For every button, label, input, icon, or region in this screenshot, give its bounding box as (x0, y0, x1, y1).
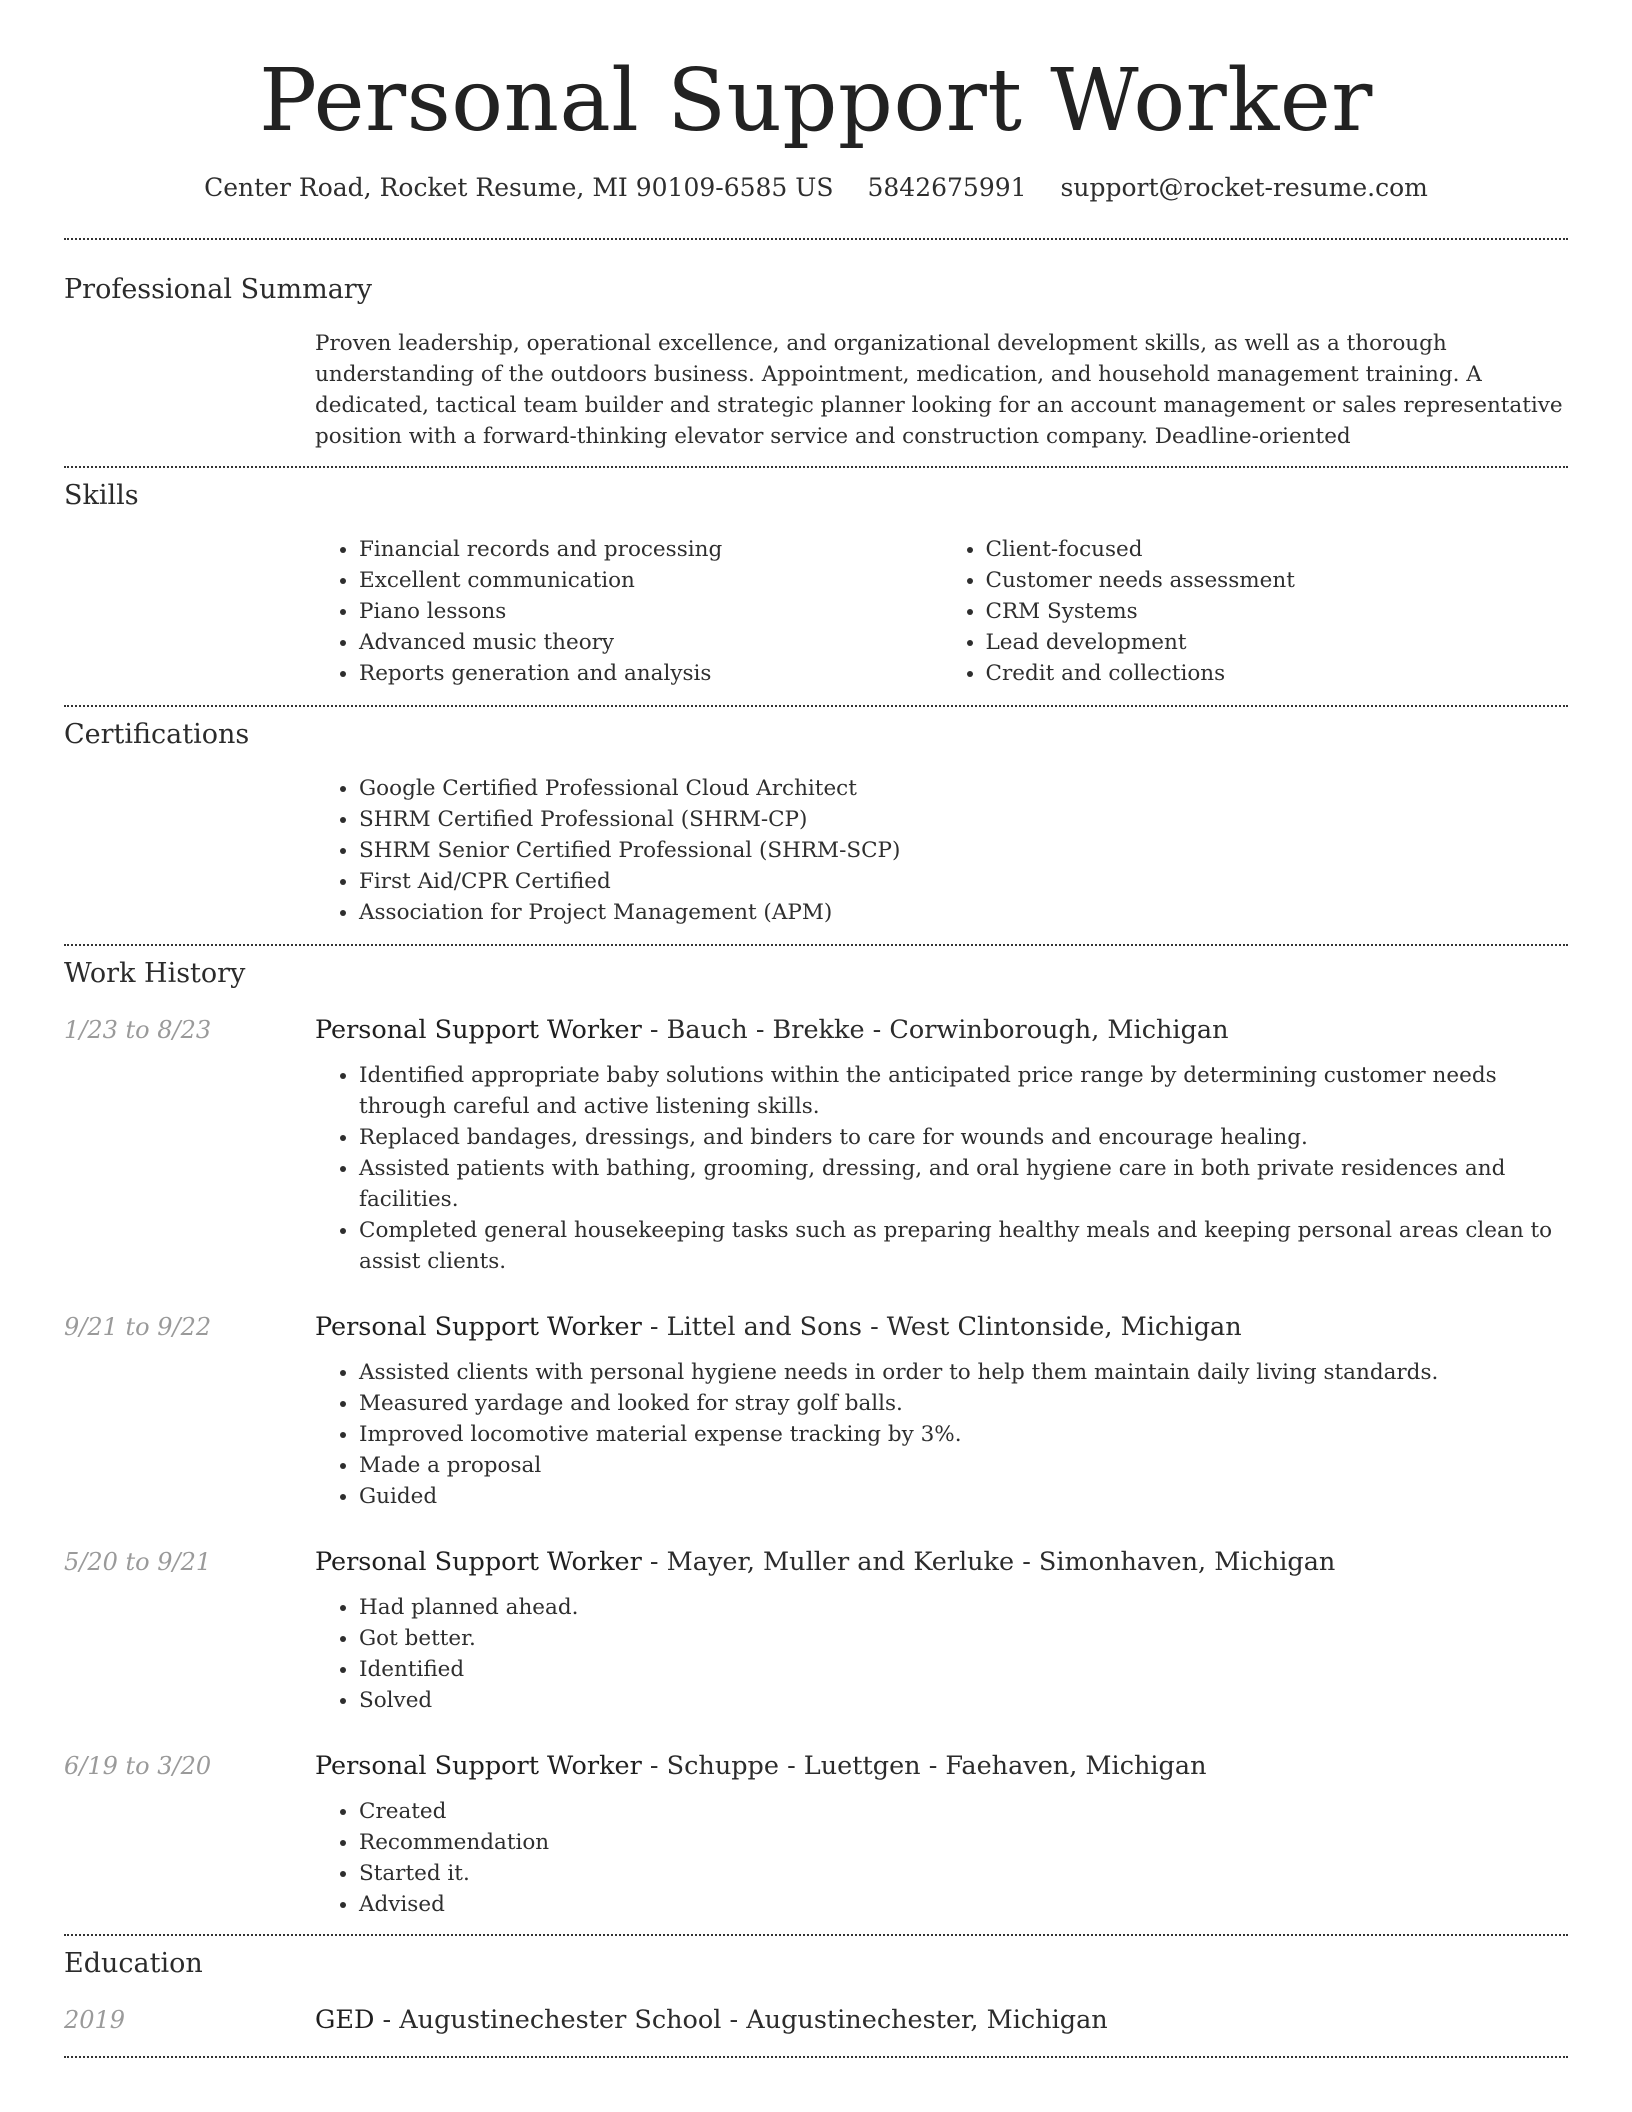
list-item: • CRM Systems (986, 596, 1569, 627)
degree: GED (315, 2005, 375, 2035)
skills-section (64, 468, 1568, 689)
list-item: • Guided (359, 1481, 1568, 1512)
list-item: • Google Certified Professional Cloud Architect (359, 773, 1568, 804)
certifications-list (315, 773, 1568, 928)
job-detail: Littel and Sons - West Clintonside, Michigan (666, 1312, 1242, 1342)
list-item: • Assisted clients with personal hygiene needs in order to help them maintain daily living standards. (359, 1357, 1568, 1388)
job-title: Personal Support Worker (315, 1312, 642, 1342)
list-item: • Advanced music theory (359, 627, 942, 658)
education-entry (64, 2002, 1568, 2038)
certifications-section (64, 707, 1568, 928)
section-heading: Professional Summary (64, 274, 372, 305)
list-item: • Advised (359, 1889, 1568, 1920)
list-item: • Made a proposal (359, 1450, 1568, 1481)
list-item: • Solved (359, 1685, 1568, 1716)
list-item: • SHRM Certified Professional (SHRM-CP) (359, 804, 1568, 835)
list-item: • Customer needs assessment (986, 565, 1569, 596)
job-detail: Mayer, Muller and Kerluke - Simonhaven, Michigan (666, 1547, 1336, 1577)
summary-text: Proven leadership, operational excellence, and organizational development skills, as well as a thorough understanding of the outdoors business. Appointment, medication, and household management training. A dedicated, tactical team builder and strategic planner looking for an account management or sales representative position with a forward-thinking elevator service and construction company. Deadline-oriented (315, 331, 1563, 449)
job-heading: Personal Support Worker - Bauch - Brekke - Corwinborough, Michigan (315, 1015, 1229, 1045)
section-heading: Work History (64, 958, 246, 989)
school-detail: Augustinechester School - Augustinechester, Michigan (399, 2005, 1108, 2035)
job-dates: 6/19 to 3/20 (64, 1752, 212, 1780)
list-item: • Completed general housekeeping tasks such as preparing healthy meals and keeping personal areas clean to assist clients. (359, 1215, 1568, 1277)
contact-line (64, 170, 1568, 206)
job-bullets (315, 1060, 1568, 1277)
list-item: • Association for Project Management (APM) (359, 897, 1568, 928)
list-item: • Reports generation and analysis (359, 658, 942, 689)
job-entry (64, 1309, 1568, 1512)
job-title: Personal Support Worker (315, 1751, 642, 1781)
job-dates: 5/20 to 9/21 (64, 1548, 212, 1576)
job-entry (64, 1544, 1568, 1716)
list-item: • Replaced bandages, dressings, and binders to care for wounds and encourage healing. (359, 1122, 1568, 1153)
list-item: • First Aid/CPR Certified (359, 866, 1568, 897)
list-item: • Measured yardage and looked for stray golf balls. (359, 1388, 1568, 1419)
list-item: • Started it. (359, 1858, 1568, 1889)
list-item: • Had planned ahead. (359, 1592, 1568, 1623)
list-item: • Got better. (359, 1623, 1568, 1654)
section-heading: Certifications (64, 719, 250, 750)
phone: 5842675991 (867, 173, 1027, 202)
skills-list-right (942, 534, 1569, 689)
list-item: • Financial records and processing (359, 534, 942, 565)
address: Center Road, Rocket Resume, MI 90109-6585 US (204, 173, 834, 202)
email: support@rocket-resume.com (1060, 173, 1428, 202)
job-bullets (315, 1357, 1568, 1512)
job-entry (64, 1012, 1568, 1277)
list-item: • Improved locomotive material expense tracking by 3%. (359, 1419, 1568, 1450)
job-detail: Bauch - Brekke - Corwinborough, Michigan (666, 1015, 1229, 1045)
job-heading: Personal Support Worker - Mayer, Muller and Kerluke - Simonhaven, Michigan (315, 1547, 1336, 1577)
list-item: • Client-focused (986, 534, 1569, 565)
list-item: • Identified (359, 1654, 1568, 1685)
education-year: 2019 (64, 2006, 126, 2034)
job-heading: Personal Support Worker - Littel and Sons - West Clintonside, Michigan (315, 1312, 1242, 1342)
list-item: • Assisted patients with bathing, grooming, dressing, and oral hygiene care in both private residences and facilities. (359, 1153, 1568, 1215)
list-item: • Created (359, 1796, 1568, 1827)
job-dates: 1/23 to 8/23 (64, 1016, 212, 1044)
job-title: Personal Support Worker (315, 1547, 642, 1577)
divider (64, 2056, 1568, 2058)
page-title: Personal Support Worker (259, 51, 1373, 151)
job-heading: Personal Support Worker - Schuppe - Luettgen - Faehaven, Michigan (315, 1751, 1207, 1781)
list-item: • Lead development (986, 627, 1569, 658)
list-item: • SHRM Senior Certified Professional (SHRM-SCP) (359, 835, 1568, 866)
summary-section (64, 240, 1568, 452)
list-item: • Recommendation (359, 1827, 1568, 1858)
job-bullets (315, 1592, 1568, 1716)
section-heading: Education (64, 1948, 203, 1979)
job-entry (64, 1748, 1568, 1920)
list-item: • Credit and collections (986, 658, 1569, 689)
education-heading: GED - Augustinechester School - Augustinechester, Michigan (315, 2005, 1108, 2035)
skills-list-left (315, 534, 942, 689)
job-dates: 9/21 to 9/22 (64, 1313, 212, 1341)
work-history-section (64, 946, 1568, 1920)
job-title: Personal Support Worker (315, 1015, 642, 1045)
list-item: • Excellent communication (359, 565, 942, 596)
job-bullets (315, 1796, 1568, 1920)
section-heading: Skills (64, 480, 139, 511)
list-item: • Piano lessons (359, 596, 942, 627)
list-item: • Identified appropriate baby solutions within the anticipated price range by determining customer needs through careful and active listening skills. (359, 1060, 1568, 1122)
job-detail: Schuppe - Luettgen - Faehaven, Michigan (666, 1751, 1207, 1781)
education-section (64, 1936, 1568, 2038)
